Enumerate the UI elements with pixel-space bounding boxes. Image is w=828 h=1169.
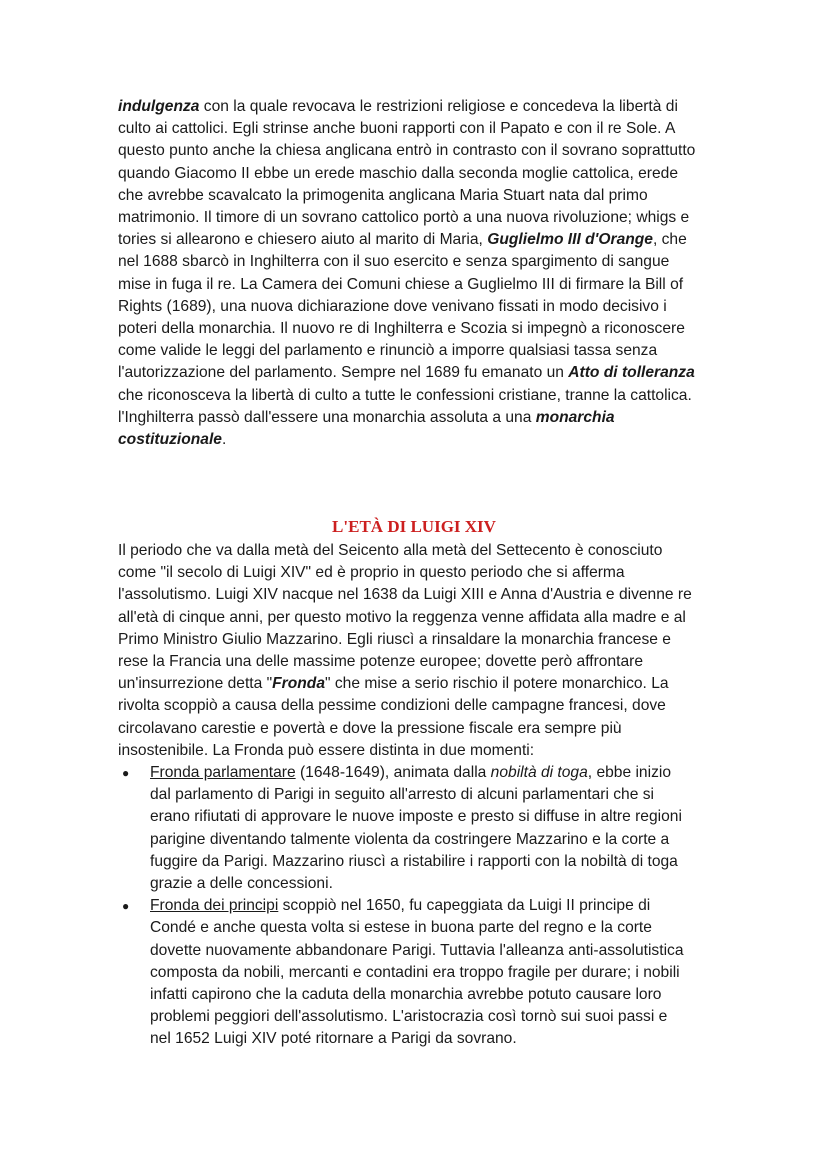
- text-run: insostenibile. La Fronda può essere distinta in due momenti:: [118, 741, 535, 759]
- text-line: [150, 806, 682, 828]
- text-run: erano rifiutati di approvare le nuove imposte e presto si diffuse in altre regioni: [150, 808, 682, 826]
- text-run: l'autorizzazione del parlamento. Sempre nel 1689 fu emanato un: [118, 364, 569, 382]
- emphasis-text: Fronda dei principi: [150, 897, 279, 915]
- text-run: nel 1652 Luigi XIV poté ritornare a Parigi da sovrano.: [150, 1030, 517, 1048]
- text-line: [150, 895, 650, 917]
- text-line: [118, 718, 622, 740]
- text-run: Rights (1689), una nuova dichiarazione dove venivano fissati in modo decisivo i: [118, 297, 667, 315]
- text-run: (1648-1649), animata dalla: [295, 764, 491, 781]
- emphasis-text: monarchia: [535, 408, 615, 426]
- text-run: culto ai cattolici. Egli strinse anche buoni rapporti con il Papato e con il re Sole. A: [118, 120, 676, 138]
- text-run: Condé e anche questa volta si estese in buona parte del regno e la corte: [150, 919, 652, 937]
- text-line: [150, 940, 684, 962]
- text-run: con la quale revocava le restrizioni religiose e concedeva la libertà di: [199, 98, 678, 115]
- text-run: mise in fuga il re. La Camera dei Comuni chiese a Guglielmo III di firmare la Bill of: [118, 275, 684, 293]
- text-line: [118, 673, 669, 695]
- text-line: [118, 340, 657, 362]
- text-line: [118, 407, 615, 429]
- text-line: [118, 695, 666, 717]
- text-run: questo punto anche la chiesa anglicana entrò in contrasto con il sovrano soprattutto: [118, 142, 696, 160]
- text-line: [150, 851, 678, 873]
- emphasis-text: Guglielmo III d'Orange: [487, 231, 653, 249]
- text-run: , che: [652, 231, 687, 249]
- text-run: " che mise a serio rischio il potere monarchico. La: [325, 675, 669, 693]
- text-line: [118, 163, 678, 185]
- text-run: l'Inghilterra passò dall'essere una monarchia assoluta a una: [118, 408, 536, 426]
- text-line: [118, 296, 667, 318]
- text-line: [118, 318, 685, 340]
- text-run: circolavano carestie e povertà e dove la pressione fiscale era sempre più: [118, 719, 622, 737]
- text-line: [150, 984, 661, 1006]
- text-run: fuggire da Parigi. Mazzarino riuscì a ristabilire i rapporti con la nobiltà di toga: [150, 852, 678, 870]
- emphasis-text: Fronda: [272, 675, 325, 693]
- text-line: [118, 207, 689, 229]
- text-run: problemi peggiori dell'assolutismo. L'aristocrazia così tornò sui suoi passi e: [150, 1008, 668, 1026]
- text-run: come valide le leggi del parlamento e rinunciò a imporre qualsiasi tassa senza: [118, 342, 658, 360]
- emphasis-text: indulgenza: [118, 98, 200, 115]
- text-run: all'età di cinque anni, per questo motivo la reggenza venne affidata alla madre e al: [118, 608, 686, 626]
- bullet-icon: ●: [122, 899, 130, 914]
- text-line: [118, 562, 625, 584]
- text-line: [150, 962, 680, 984]
- emphasis-text: costituzionale: [118, 431, 222, 448]
- text-line: [118, 96, 678, 118]
- text-run: poteri della monarchia. Il nuovo re di Inghilterra e Scozia si impegnò a riconoscere: [118, 320, 685, 337]
- text-line: [150, 917, 652, 939]
- text-line: [118, 385, 692, 407]
- text-line: [118, 651, 643, 673]
- text-run: composta da nobili, mercanti e contadini era troppo fragile per durare; i nobili: [150, 963, 680, 981]
- text-run: come "il secolo di Luigi XIV" ed è proprio in questo periodo che si afferma: [118, 564, 625, 582]
- text-run: l'assolutismo. Luigi XIV nacque nel 1638 da Luigi XIII e Anna d'Austria e divenne re: [118, 586, 692, 604]
- text-run: nel 1688 sbarcò in Inghilterra con il suo esercito e senza spargimento di sangue: [118, 253, 670, 271]
- text-run: Il periodo che va dalla metà del Seicento alla metà del Settecento è conosciuto: [118, 542, 663, 559]
- emphasis-text: nobiltà di toga: [490, 764, 588, 781]
- text-line: [150, 873, 333, 895]
- text-run: matrimonio. Il timore di un sovrano cattolico portò a una nuova rivoluzione; whigs e: [118, 209, 690, 226]
- text-line: [118, 429, 226, 451]
- text-line: [150, 1006, 667, 1028]
- bullet-icon: ●: [122, 766, 130, 780]
- text-run: scoppiò nel 1650, fu capeggiata da Luigi II principe di: [278, 897, 651, 915]
- text-run: che avrebbe scavalcato la primogenita anglicana Maria Stuart nata dal primo: [118, 186, 648, 204]
- text-line: [118, 118, 675, 140]
- text-run: .: [221, 431, 227, 448]
- text-run: rivolta scoppiò a causa della pessime condizioni delle campagne francesi, dove: [118, 697, 666, 715]
- text-run: grazie a delle concessioni.: [150, 875, 333, 892]
- text-line: [118, 362, 695, 384]
- text-run: dovette nuovamente abbandonare Parigi. Tuttavia l'alleanza anti-assolutistica: [150, 941, 684, 959]
- text-line: [150, 784, 654, 806]
- text-line: [118, 229, 687, 251]
- text-line: [118, 274, 683, 296]
- text-run: che riconosceva la libertà di culto a tutte le confessioni cristiane, tranne la cattolica.: [118, 386, 692, 404]
- emphasis-text: Fronda parlamentare: [150, 764, 296, 781]
- text-line: [118, 607, 686, 629]
- text-line: [150, 1028, 517, 1050]
- text-line: [118, 185, 648, 207]
- text-run: rese la Francia una delle massime potenze europee; dovette però affrontare: [118, 653, 644, 670]
- section-heading: L'ETÀ DI LUIGI XIV: [332, 517, 496, 536]
- text-run: , ebbe inizio: [587, 764, 672, 781]
- text-line: [150, 829, 669, 851]
- text-run: dal parlamento di Parigi in seguito all'arresto di alcuni parlamentari che si: [150, 786, 654, 804]
- text-run: infatti capirono che la caduta della monarchia avrebbe potuto causare loro: [150, 986, 662, 1003]
- text-run: tories si allearono e chiesero aiuto al marito di Maria,: [118, 231, 488, 249]
- text-line: [118, 540, 662, 562]
- text-line: [118, 140, 695, 162]
- text-run: parigine diventando talmente violenta da costringere Mazzarino e la corte a: [150, 830, 670, 848]
- text-run: Primo Ministro Giulio Mazzarino. Egli riuscì a rinsaldare la monarchia francese e: [118, 630, 671, 648]
- text-line: [150, 762, 671, 784]
- text-run: un'insurrezione detta ": [118, 675, 273, 693]
- text-line: [118, 251, 669, 273]
- text-line: [118, 584, 692, 606]
- text-line: [118, 740, 534, 762]
- text-line: [118, 629, 671, 651]
- emphasis-text: Atto di tolleranza: [568, 364, 695, 382]
- text-run: quando Giacomo II ebbe un erede maschio dalla seconda moglie cattolica, erede: [118, 164, 678, 182]
